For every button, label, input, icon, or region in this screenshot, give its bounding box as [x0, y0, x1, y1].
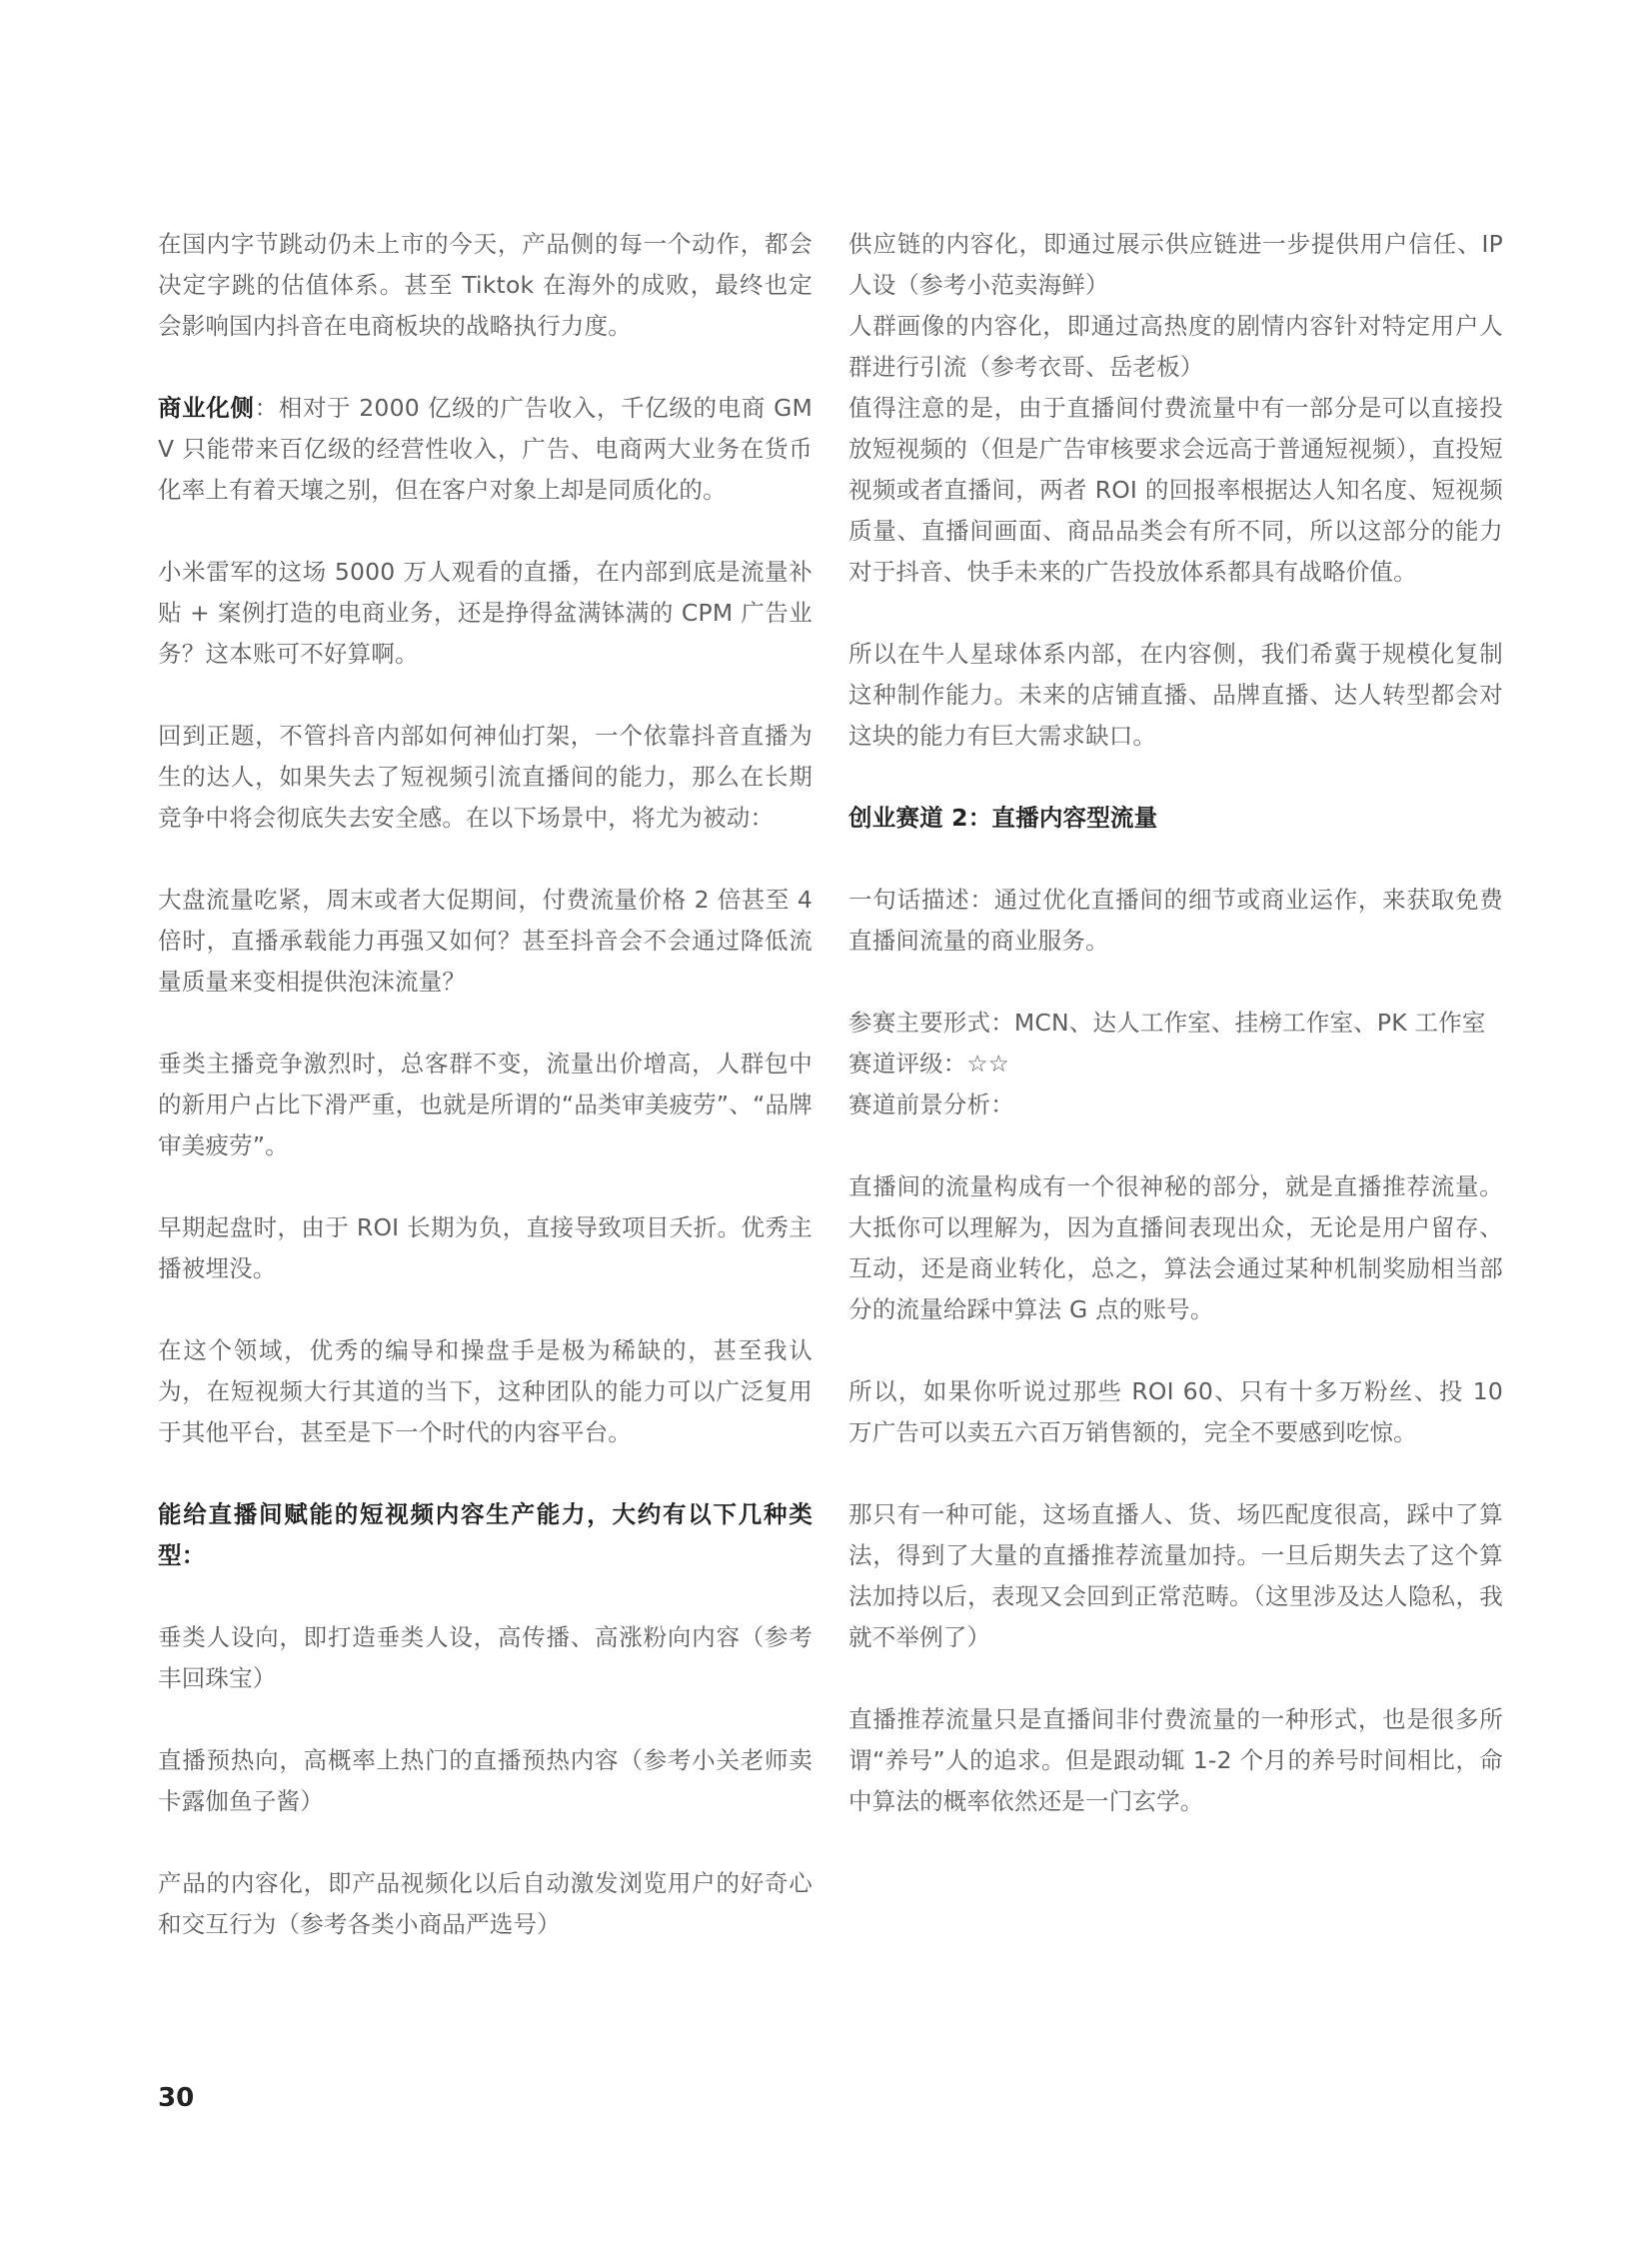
- right-column: [848, 224, 1503, 1863]
- paragraph: 那只有一种可能，这场直播人、货、场匹配度很高，踩中了算法，得到了大量的直播推荐流量加持。一旦后期失去了这个算法加持以后，表现又会回到正常范畴。（这里涉及达人隐私，我就不举例了）: [848, 1500, 1503, 1651]
- list-item: 产品的内容化，即产品视频化以后自动激发浏览用户的好奇心和交互行为（参考各类小商品严选号）: [158, 1869, 813, 1938]
- section-heading: 能给直播间赋能的短视频内容生产能力，大约有以下几种类型：: [158, 1500, 813, 1569]
- paragraph: 直播间的流量构成有一个很神秘的部分，就是直播推荐流量。大抵你可以理解为，因为直播间表现出众，无论是用户留存、互动，还是商业转化，总之，算法会通过某种机制奖励相当部分的流量给踩中算法 G 点的账号。: [848, 1172, 1503, 1323]
- paragraph: 早期起盘时，由于 ROI 长期为负，直接导致项目夭折。优秀主播被埋没。: [158, 1213, 813, 1282]
- paragraph: 值得注意的是，由于直播间付费流量中有一部分是可以直接投放短视频的（但是广告审核要求会远高于普通短视频），直投短视频或者直播间，两者 ROI 的回报率根据达人知名度、短视频质量、直播间画面、商品品类会有所不同，所以这部分的能力对于抖音、快手未来的广告投放体系都具有战略价值。: [848, 394, 1503, 586]
- section-heading: 创业赛道 2：直播内容型流量: [848, 804, 1158, 832]
- rating-line: 赛道评级：☆☆: [848, 1050, 1010, 1078]
- paragraph-body: ：相对于 2000 亿级的广告收入，千亿级的电商 GMV 只能带来百亿级的经营性收入，广告、电商两大业务在货币化率上有着天壤之别，但在客户对象上却是同质化的。: [158, 394, 813, 504]
- paragraph: 大盘流量吃紧，周末或者大促期间，付费流量价格 2 倍甚至 4 倍时，直播承载能力再强又如何？甚至抖音会不会通过降低流量质量来变相提供泡沫流量？: [158, 886, 813, 996]
- paragraph: 一句话描述：通过优化直播间的细节或商业运作，来获取免费直播间流量的商业服务。: [848, 886, 1503, 955]
- left-column: [158, 224, 813, 1986]
- list-item: 直播预热向，高概率上热门的直播预热内容（参考小关老师卖卡露伽鱼子酱）: [158, 1746, 813, 1815]
- paragraph: 在这个领域，优秀的编导和操盘手是极为稀缺的，甚至我认为，在短视频大行其道的当下，这种团队的能力可以广泛复用于其他平台，甚至是下一个时代的内容平台。: [158, 1336, 813, 1446]
- paragraph: 回到正题，不管抖音内部如何神仙打架，一个依靠抖音直播为生的达人，如果失去了短视频引流直播间的能力，那么在长期竞争中将会彻底失去安全感。在以下场景中，将尤为被动：: [158, 722, 813, 832]
- paragraph: 垂类主播竞争激烈时，总客群不变，流量出价增高，人群包中的新用户占比下滑严重，也就是所谓的“品类审美疲劳”、“品牌审美疲劳”。: [158, 1050, 813, 1159]
- list-item: 供应链的内容化，即通过展示供应链进一步提供用户信任、IP 人设（参考小范卖海鲜）: [848, 230, 1503, 299]
- paragraph-lead: 商业化侧: [158, 394, 255, 422]
- paragraph: 参赛主要形式：MCN、达人工作室、挂榜工作室、PK 工作室: [848, 1009, 1486, 1037]
- paragraph: 所以在牛人星球体系内部，在内容侧，我们希冀于规模化复制这种制作能力。未来的店铺直播、品牌直播、达人转型都会对这块的能力有巨大需求缺口。: [848, 640, 1503, 750]
- paragraph: 小米雷军的这场 5000 万人观看的直播，在内部到底是流量补贴 + 案例打造的电商业务，还是挣得盆满钵满的 CPM 广告业务？这本账可不好算啊。: [158, 558, 813, 668]
- list-item: 垂类人设向，即打造垂类人设，高传播、高涨粉向内容（参考丰回珠宝）: [158, 1623, 813, 1692]
- paragraph: 直播推荐流量只是直播间非付费流量的一种形式，也是很多所谓“养号”人的追求。但是跟动辄 1-2 个月的养号时间相比，命中算法的概率依然还是一门玄学。: [848, 1705, 1503, 1815]
- paragraph: 在国内字节跳动仍未上市的今天，产品侧的每一个动作，都会决定字跳的估值体系。甚至 Tiktok 在海外的成败，最终也定会影响国内抖音在电商板块的战略执行力度。: [158, 230, 813, 340]
- page-number: 30: [158, 2083, 195, 2113]
- paragraph-commercialization: [158, 388, 813, 511]
- paragraph: 赛道前景分析：: [848, 1091, 1014, 1119]
- paragraph: 所以，如果你听说过那些 ROI 60、只有十多万粉丝、投 10 万广告可以卖五六百万销售额的，完全不要感到吃惊。: [848, 1377, 1503, 1446]
- list-item: 人群画像的内容化，即通过高热度的剧情内容针对特定用户人群进行引流（参考衣哥、岳老板）: [848, 312, 1503, 381]
